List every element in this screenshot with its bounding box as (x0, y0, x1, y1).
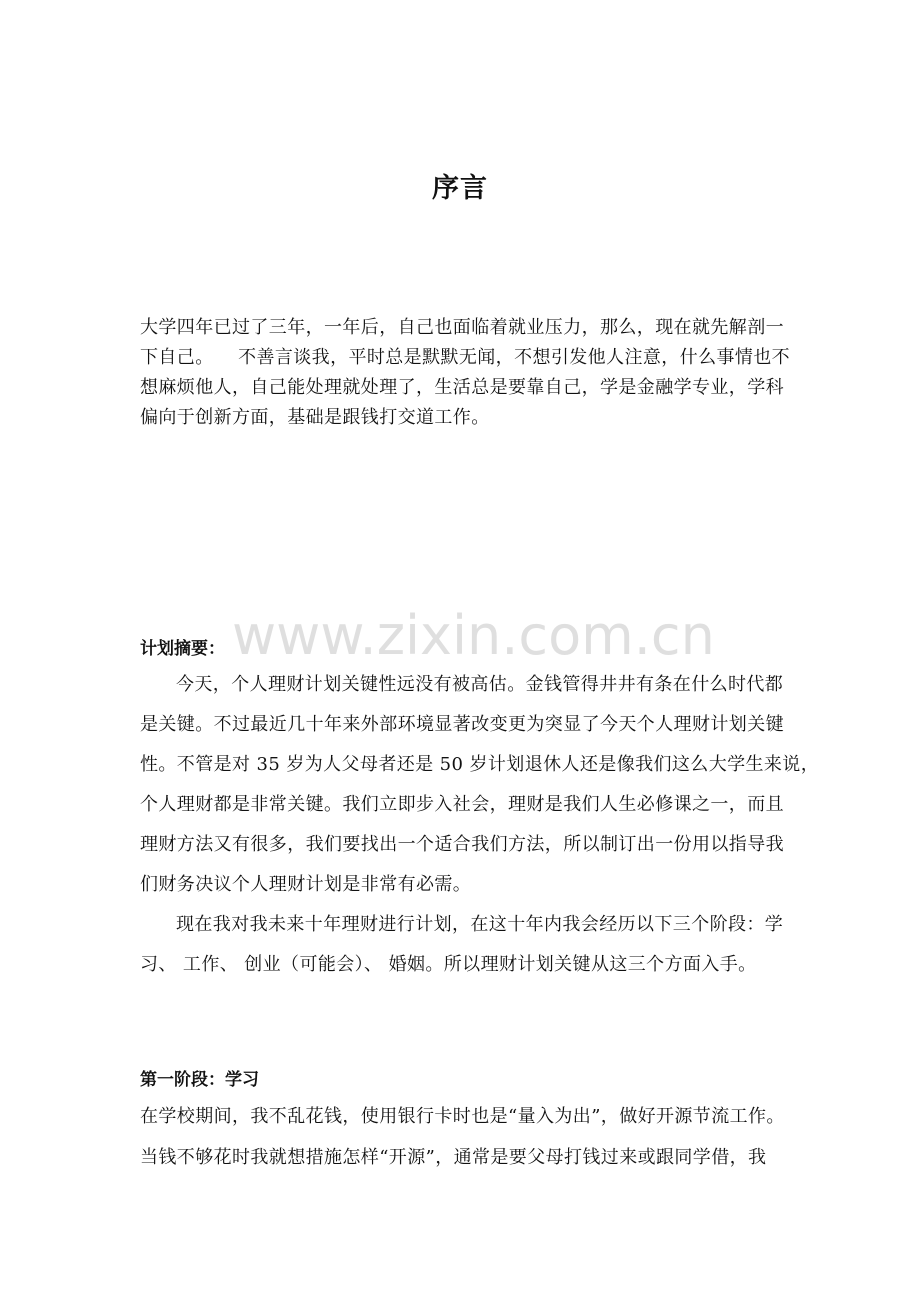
page-title: 序言 (432, 173, 488, 204)
intro-line: 大学四年已过了三年，一年后，自己也面临着就业压力，那么，现在就先解剖一 (140, 317, 784, 338)
summary-line: 习、 工作、 创业（可能会）、 婚姻。所以理财计划关键从这三个方面入手。 (140, 954, 757, 975)
summary-heading: 计划摘要： (140, 639, 225, 659)
intro-line: 下自己。 不善言谈我，平时总是默默无闻，不想引发他人注意，什么事情也不 (140, 347, 791, 368)
summary-line: 理财方法又有很多，我们要找出一个适合我们方法，所以制订出一份用以指导我 (140, 834, 784, 855)
stage1-line: 当钱不够花时我就想措施怎样“开源”，通常是要父母打钱过来或跟同学借，我 (140, 1147, 767, 1168)
summary-line: 们财务决议个人理财计划是非常有必需。 (140, 874, 472, 895)
summary-line: 是关键。不过最近几十年来外部环境显著改变更为突显了今天个人理财计划关键 (140, 714, 784, 735)
stage1-heading: 第一阶段：学习 (140, 1070, 259, 1090)
summary-line: 现在我对我未来十年理财进行计划，在这十年内我会经历以下三个阶段：学 (176, 914, 784, 935)
intro-line: 想麻烦他人，自己能处理就处理了，生活总是要靠自己，学是金融学专业，学科 (140, 377, 784, 398)
intro-line: 偏向于创新方面，基础是跟钱打交道工作。 (140, 407, 490, 428)
intro-paragraph (140, 313, 800, 433)
summary-line: 今天，个人理财计划关键性远没有被高估。金钱管得井井有条在什么时代都 (176, 674, 784, 695)
stage1-line: 在学校期间，我不乱花钱，使用银行卡时也是“量入为出”，做好开源节流工作。 (140, 1106, 785, 1127)
stage1-section (140, 1064, 800, 1178)
watermark: www.zixin.com.cn (232, 604, 715, 667)
summary-line: 个人理财都是非常关键。我们立即步入社会，理财是我们人生必修课之一，而且 (140, 794, 784, 815)
summary-section (140, 633, 820, 985)
summary-line: 性。不管是对 35 岁为人父母者还是 50 岁计划退休人还是像我们这么大学生来说， (140, 754, 820, 775)
